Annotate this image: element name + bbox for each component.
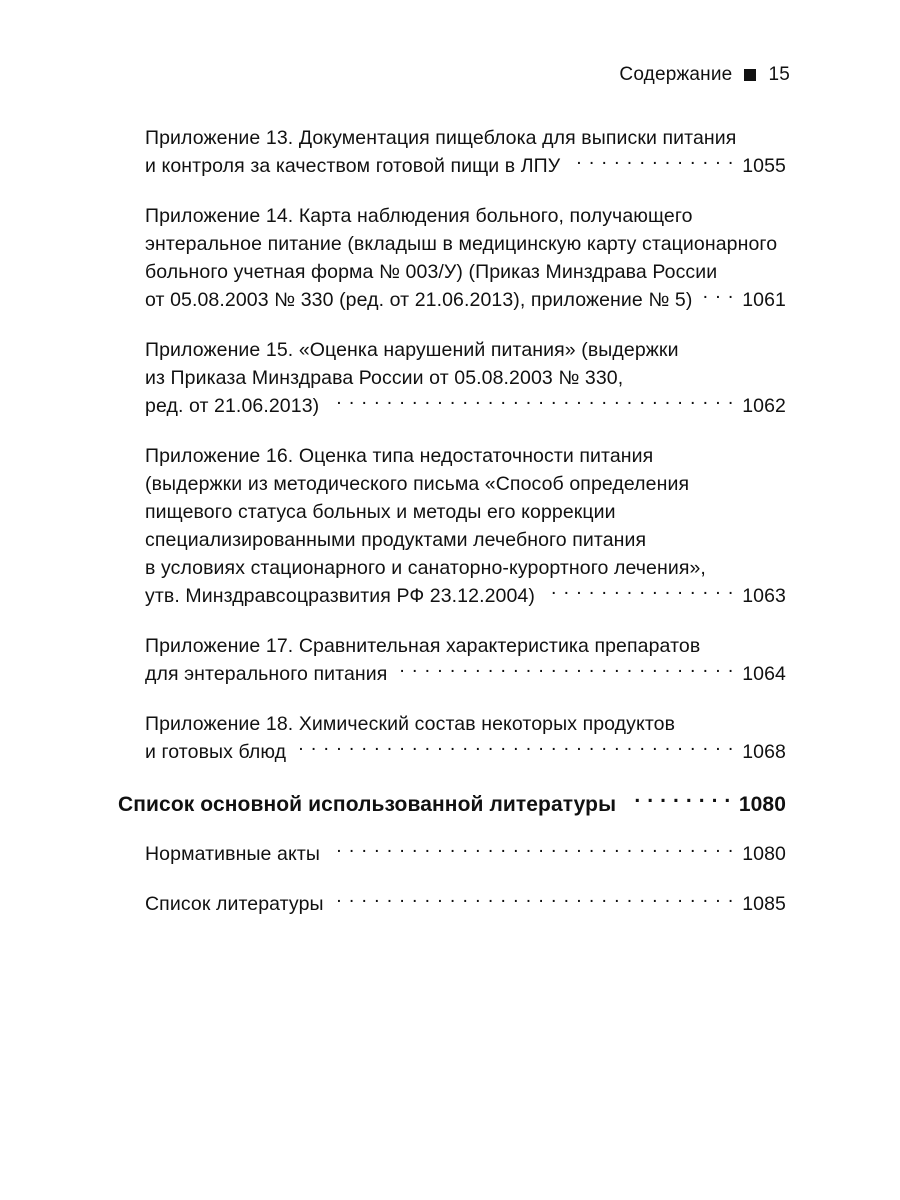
toc-entry-title-line: Список литературы xyxy=(145,893,324,915)
toc-entry-title-line: специализированными продуктами лечебного питания xyxy=(145,529,647,551)
toc-entry-title-line: из Приказа Минздрава России от 05.08.2003 № 330, xyxy=(145,367,624,389)
toc-entry-title-line: энтеральное питание (вкладыш в медицинскую карту стационарного xyxy=(145,233,778,255)
toc-entry-page-number: 1064 xyxy=(742,663,786,685)
toc-entry-last-line xyxy=(145,152,786,180)
toc-entry-last-line xyxy=(145,840,786,868)
toc-entry-title-line: (выдержки из методического письма «Способ определения xyxy=(145,473,690,495)
toc-entry-title-line: Приложение 14. Карта наблюдения больного, получающего xyxy=(145,205,693,227)
square-bullet-icon xyxy=(744,69,756,81)
dot-leader xyxy=(329,393,734,413)
dot-leader xyxy=(570,153,734,173)
toc-section-title: Список основной использованной литературы xyxy=(118,793,617,816)
dot-leader xyxy=(296,739,734,759)
toc-entry-title-line: пищевого статуса больных и методы его коррекции xyxy=(145,501,616,523)
toc-entry-page-number: 1068 xyxy=(742,741,786,763)
running-header-page-number: 15 xyxy=(768,64,790,85)
toc-entry-last-line xyxy=(145,660,786,688)
toc-entry-appendix-15[interactable] xyxy=(145,336,786,420)
toc-entry-title-line: Приложение 15. «Оценка нарушений питания» (выдержки xyxy=(145,339,679,361)
running-header-section: Содержание xyxy=(619,64,733,85)
dot-leader xyxy=(702,287,734,307)
toc-entry-page-number: 1062 xyxy=(742,395,786,417)
dot-leader xyxy=(626,790,731,811)
toc-entry-page-number: 1080 xyxy=(738,793,786,816)
toc-entry-title-line: в условиях стационарного и санаторно-курортного лечения», xyxy=(145,557,706,579)
toc-entry-page-number: 1061 xyxy=(742,289,786,311)
toc-entry-title-line: больного учетная форма № 003/У) (Приказ Минздрава России xyxy=(145,261,718,283)
toc-entry-last-line xyxy=(118,790,786,820)
toc-entry-title-line: и готовых блюд xyxy=(145,741,287,763)
toc-entry-last-line xyxy=(145,890,786,918)
toc-entry-page-number: 1063 xyxy=(742,585,786,607)
toc-entry-page-number: 1055 xyxy=(742,155,786,177)
running-header xyxy=(619,64,790,86)
toc-entry-title-line: ред. от 21.06.2013) xyxy=(145,395,320,417)
toc-entry-last-line xyxy=(145,738,786,766)
toc-entry-last-line xyxy=(145,392,786,420)
toc-entry-title-line: для энтерального питания xyxy=(145,663,388,685)
toc-entry-page-number: 1085 xyxy=(742,893,786,915)
toc-entry-title-line: Приложение 13. Документация пищеблока для выписки питания xyxy=(145,127,737,149)
toc-entry-title-line: утв. Минздравсоцразвития РФ 23.12.2004) xyxy=(145,585,535,607)
toc-entry-appendix-17[interactable] xyxy=(145,632,786,688)
toc-entry-appendix-13[interactable] xyxy=(145,124,786,180)
toc-entry-title-line: и контроля за качеством готовой пищи в ЛПУ xyxy=(145,155,561,177)
toc-entry-title-line: Нормативные акты xyxy=(145,843,320,865)
table-of-contents xyxy=(0,124,900,940)
toc-entry-last-line xyxy=(145,286,786,314)
dot-leader xyxy=(330,841,734,861)
toc-entry-last-line xyxy=(145,582,786,610)
toc-entry-title-line: Приложение 16. Оценка типа недостаточности питания xyxy=(145,445,654,467)
toc-entry-title-line: Приложение 17. Сравнительная характеристика препаратов xyxy=(145,635,701,657)
dot-leader xyxy=(545,583,734,603)
toc-entry-appendix-18[interactable] xyxy=(145,710,786,766)
toc-entry-title-line: Приложение 18. Химический состав некоторых продуктов xyxy=(145,713,676,735)
toc-entry-appendix-14[interactable] xyxy=(145,202,786,314)
toc-entry-title-line: от 05.08.2003 № 330 (ред. от 21.06.2013), приложение № 5) xyxy=(145,289,693,311)
toc-entry-bibliography[interactable] xyxy=(118,790,786,820)
dot-leader xyxy=(334,891,735,911)
dot-leader xyxy=(397,661,734,681)
toc-entry-appendix-16[interactable] xyxy=(145,442,786,610)
toc-entry-page-number: 1080 xyxy=(742,843,786,865)
toc-entry-normative-acts[interactable] xyxy=(145,840,786,868)
toc-entry-literature-list[interactable] xyxy=(145,890,786,918)
